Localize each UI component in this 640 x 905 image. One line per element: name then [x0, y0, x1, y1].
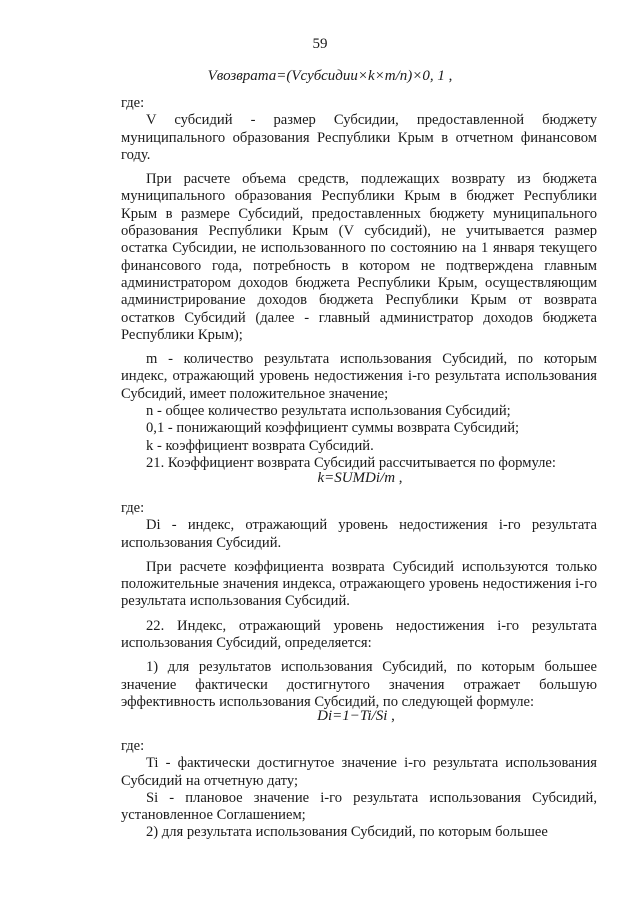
definition-m: m - количество результата использования Субсидий, по которым индекс, отражающий уровень недостижения i-го результата использования Субсидий, имеет положительное значение; [121, 351, 597, 402]
formula-index-di-suffix: , [391, 708, 395, 724]
clause-21: 21. Коэффициент возврата Субсидий рассчитывается по формуле: [146, 454, 556, 471]
formula-refund-coefficient [40, 470, 640, 487]
formula-index-di-text: Di=1−Ti/Si [317, 708, 388, 724]
definition-n: n - общее количество результата использования Субсидий; [146, 403, 511, 420]
clause-22-item-1: 1) для результатов использования Субсидий, по которым большее значение фактически достигнутого значения отражает большую эффективность использования Субсидий, по следующей формуле: [121, 659, 597, 710]
where-label: где: [121, 500, 145, 516]
formula-refund-amount [10, 68, 640, 85]
formula-refund-coefficient-suffix: , [398, 470, 403, 486]
definition-ti: Ti - фактически достигнутое значение i-го результата использования Субсидий на отчетную дату; [121, 755, 597, 789]
formula-index-di [36, 708, 640, 725]
formula-refund-coefficient-text: k=SUMDi/m [317, 470, 396, 486]
page-number: 59 [312, 36, 328, 52]
paragraph-calculation-note: При расчете объема средств, подлежащих возврату из бюджета муниципального образования Республики Крым в бюджет Республики Крым в размере Субсидий, предоставленных бюджету муниципального образования Республики Крым (V субсидий), не учитывается размер остатка Субсидии, не использованного по состоянию на 1 января текущего финансового года, потребность в котором не подтверждена главным администратором доходов бюджета Республики Крым, осуществляющим администрирование доходов бюджета Республики Крым от возврата остатков Субсидий (далее - главный администратор доходов бюджета Республики Крым); [121, 171, 597, 343]
formula-refund-amount-text: Vвозврата=(Vсубсидии×k×m/n)×0, 1 [207, 68, 445, 84]
definition-si: Si - плановое значение i-го результата использования Субсидий, установленное Соглашением; [121, 789, 597, 824]
where-label: где: [121, 95, 145, 111]
text-block-3 [121, 738, 597, 842]
where-label: где: [121, 738, 145, 754]
clause-22: 22. Индекс, отражающий уровень недостижения i-го результата использования Субсидий, определяется: [121, 617, 597, 652]
definition-v-subsidies: V субсидий - размер Субсидии, предоставленной бюджету муниципального образования Республики Крым в отчетном финансовом году. [121, 112, 597, 163]
clause-22-item-2: 2) для результата использования Субсидий, по которым большее [146, 824, 548, 841]
definition-k: k - коэффициент возврата Субсидий. [146, 437, 374, 454]
formula-refund-amount-suffix: , [448, 68, 453, 84]
definition-di: Di - индекс, отражающий уровень недостижения i-го результата использования Субсидий. [121, 517, 597, 551]
text-block-1 [121, 95, 597, 472]
definition-coefficient-01: 0,1 - понижающий коэффициент суммы возврата Субсидий; [146, 420, 520, 437]
paragraph-positive-values: При расчете коэффициента возврата Субсидий используются только положительные значения индекса, отражающего уровень недостижения i-го результата использования Субсидий. [121, 558, 597, 610]
text-block-2 [121, 500, 597, 711]
